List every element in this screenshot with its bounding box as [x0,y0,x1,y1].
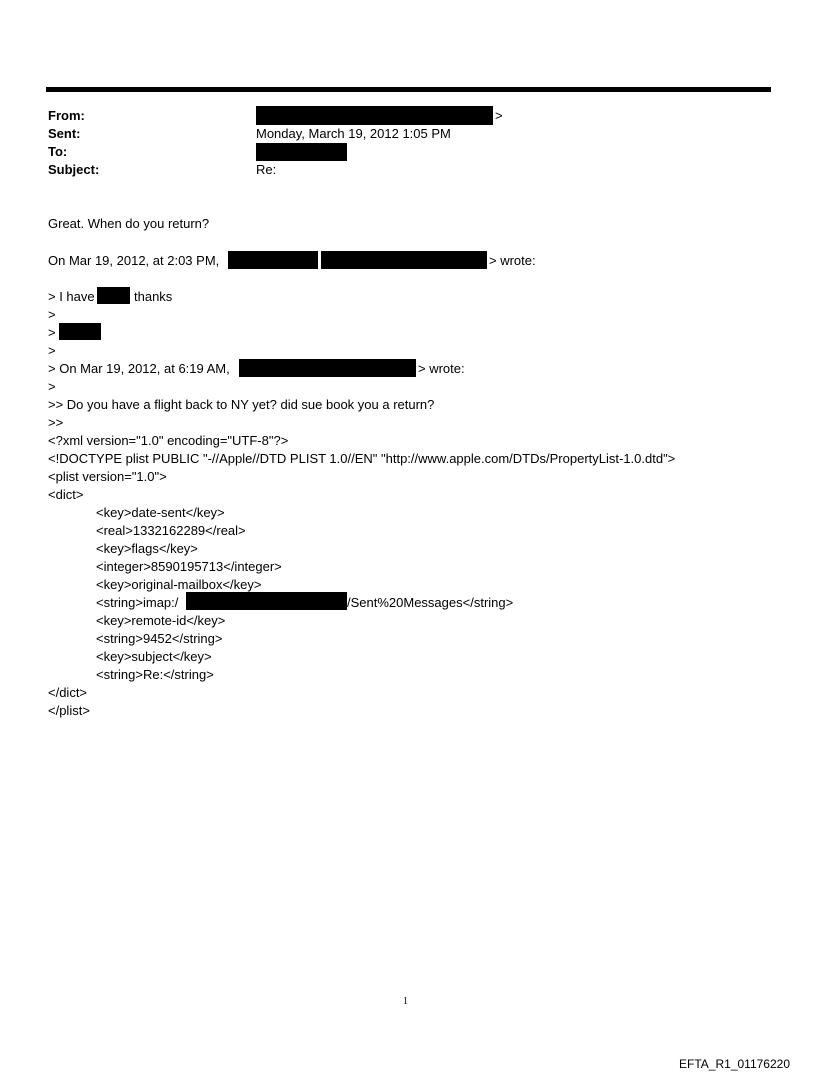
redaction-email [239,359,416,377]
to-label: To: [48,144,68,159]
quote-attribution: > On Mar 19, 2012, at 6:19 AM, [48,361,230,376]
redaction-inline [59,323,101,340]
redaction-name [228,251,318,269]
redaction-imap [186,592,347,610]
plist-line: <?xml version="1.0" encoding="UTF-8"?> [48,433,289,448]
quote-line: > I have [48,289,95,304]
quote-line-end: thanks [134,289,173,304]
plist-line: <dict> [48,487,84,502]
quote-attribution-end: > wrote: [418,361,465,376]
plist-line: </plist> [48,703,90,718]
plist-line: <real>1332162289</real> [96,523,246,538]
subject-label: Subject: [48,162,100,177]
quote-line: >> Do you have a flight back to NY yet? did sue book you a return? [48,397,435,412]
subject-value: Re: [256,162,277,177]
redaction-email [321,251,487,269]
redaction-from [256,106,493,125]
quote-line: > [48,307,56,322]
plist-line: <plist version="1.0"> [48,469,167,484]
plist-line: <key>flags</key> [96,541,198,556]
sent-value: Monday, March 19, 2012 1:05 PM [256,126,451,141]
quote-line: > [48,379,56,394]
document-id: EFTA_R1_01176220 [679,1057,790,1071]
plist-line: <string>imap:/ [96,595,179,610]
body-line: Great. When do you return? [48,216,210,231]
quote-attribution: On Mar 19, 2012, at 2:03 PM, [48,253,220,268]
quote-line: > [48,343,56,358]
plist-line: <key>original-mailbox</key> [96,577,262,592]
plist-line: <key>subject</key> [96,649,212,664]
quote-line: > [48,325,56,340]
plist-line: </dict> [48,685,88,700]
plist-line: <string>Re:</string> [96,667,214,682]
redaction-inline [97,287,130,304]
from-suffix: > [495,108,503,123]
plist-line: <key>remote-id</key> [96,613,226,628]
header-rule [46,87,771,92]
plist-line: <key>date-sent</key> [96,505,225,520]
plist-line: <!DOCTYPE plist PUBLIC "-//Apple//DTD PLIST 1.0//EN" "http://www.apple.com/DTDs/PropertyList-1.0.dtd"> [48,451,676,466]
quote-attribution-end: > wrote: [489,253,536,268]
plist-line: <string>9452</string> [96,631,223,646]
page-number: 1 [403,996,408,1007]
quote-line: >> [48,415,64,430]
redaction-to [256,143,347,161]
plist-line-end: /Sent%20Messages</string> [347,595,514,610]
plist-line: <integer>8590195713</integer> [96,559,282,574]
sent-label: Sent: [48,126,81,141]
from-label: From: [48,108,85,123]
